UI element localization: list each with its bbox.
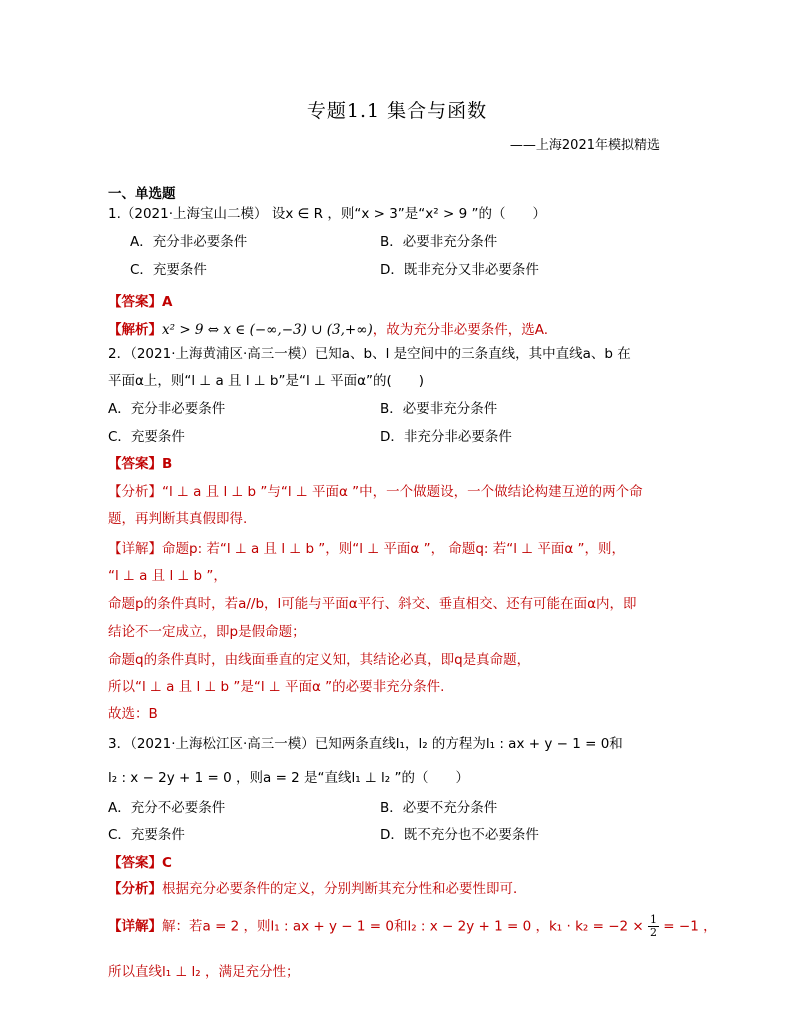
q1-answer: 【答案】A	[108, 294, 173, 310]
q3-detail-tag: 【详解】	[108, 918, 162, 935]
q3-detail-tail: = −1 ，	[663, 918, 717, 935]
q1-stem: 1.（2021·上海宝山二模） 设x ∈ R ，则“x > 3”是“x² > 9 ”的（ ）	[108, 206, 546, 222]
q1-option-c: C．充要条件	[130, 262, 207, 278]
q2-detail-line7: 故选：B	[108, 706, 158, 722]
q3-detail-line1	[108, 914, 717, 939]
q2-detail-line6: 所以“l ⊥ a 且 l ⊥ b ”是“l ⊥ 平面α ”的必要非充分条件.	[108, 679, 445, 695]
q1-option-a: A．充分非必要条件	[130, 234, 248, 250]
q2-detail-line5: 命题q的条件真时，由线面垂直的定义知，其结论必真，即q是真命题，	[108, 652, 531, 668]
q3-analysis-text: 根据充分必要条件的定义，分别判断其充分性和必要性即可．	[162, 881, 527, 897]
q2-detail-line3: 命题p的条件真时，若a//b，l可能与平面α平行、斜交、垂直相交、还有可能在面α内，即	[108, 596, 637, 612]
q3-option-b: B．必要不充分条件	[380, 800, 498, 816]
q2-stem-line1: 2．（2021·上海黄浦区·高三一模）已知a、b、l 是空间中的三条直线，其中直线a、b 在	[108, 346, 631, 362]
q2-option-d: D．非充分非必要条件	[380, 429, 512, 445]
q1-option-b: B．必要非充分条件	[380, 234, 498, 250]
page-subtitle: ——上海2021年模拟精选	[509, 138, 660, 153]
q2-analysis-line1: 【分析】“l ⊥ a 且 l ⊥ b ”与“l ⊥ 平面α ”中，一个做题设，一个做结论构建互逆的两个命	[108, 484, 643, 500]
q3-stem-line2: l₂ : x − 2y + 1 = 0 ，则a = 2 是“直线l₁ ⊥ l₂ ”的（ ）	[108, 770, 470, 786]
fraction-denominator: 2	[650, 926, 657, 939]
q2-option-b: B．必要非充分条件	[380, 401, 498, 417]
q1-analysis	[108, 318, 548, 338]
q2-detail-line4: 结论不一定成立，即p是假命题；	[108, 624, 306, 640]
q1-option-d: D．既非充分又非必要条件	[380, 262, 539, 278]
q2-stem-line2: 平面α上，则“l ⊥ a 且 l ⊥ b”是“l ⊥ 平面α”的( )	[108, 373, 425, 389]
q3-analysis-tag: 【分析】	[108, 881, 162, 897]
q3-option-d: D．既不充分也不必要条件	[380, 827, 539, 843]
q2-answer: 【答案】B	[108, 456, 173, 472]
page-title: 专题1.1 集合与函数	[306, 100, 488, 122]
section-heading: 一、单选题	[108, 186, 176, 202]
q2-detail-line1: 【详解】命题p: 若“l ⊥ a 且 l ⊥ b ”，则“l ⊥ 平面α ”， 命题q: 若“l ⊥ 平面α ”，则，	[108, 541, 626, 557]
q3-analysis	[108, 877, 527, 897]
q3-detail-text: 解：若a = 2 ，则l₁ : ax + y − 1 = 0和l₂ : x − 2y + 1 = 0 ，k₁ · k₂ = −2 ×	[162, 918, 644, 935]
q2-detail-line2: “l ⊥ a 且 l ⊥ b ”，	[108, 568, 227, 584]
q1-analysis-tag: 【解析】	[108, 322, 162, 338]
q3-option-a: A．充分不必要条件	[108, 800, 226, 816]
q1-analysis-math: x² > 9 ⇔ x ∈ (−∞,−3) ∪ (3,+∞)	[162, 322, 373, 338]
one-half-fraction	[648, 914, 659, 939]
fraction-numerator: 1	[650, 913, 657, 926]
q2-option-a: A．充分非必要条件	[108, 401, 226, 417]
q1-analysis-text: ，故为充分非必要条件，选A.	[372, 322, 549, 338]
q3-option-c: C．充要条件	[108, 827, 185, 843]
q3-answer: 【答案】C	[108, 855, 172, 871]
q2-analysis-line2: 题，再判断其真假即得.	[108, 511, 248, 527]
q3-stem-line1: 3．（2021·上海松江区·高三一模）已知两条直线l₁，l₂ 的方程为l₁ : ax + y − 1 = 0和	[108, 736, 623, 752]
q2-option-c: C．充要条件	[108, 429, 185, 445]
q3-detail-line2: 所以直线l₁ ⊥ l₂ ，满足充分性；	[108, 964, 300, 980]
